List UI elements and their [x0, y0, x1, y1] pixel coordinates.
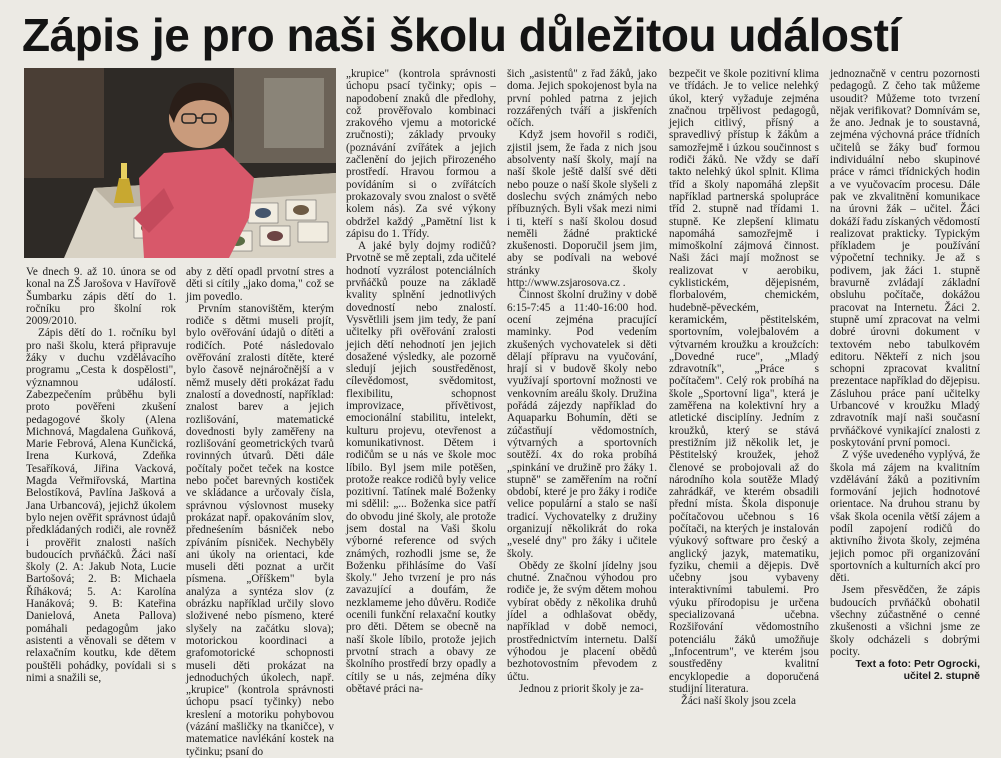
article-paragraph: Obědy ze školní jídelny jsou chutné. Značnou výhodou pro rodiče je, že svým dětem mohou vybírat obědy z několika druhů jídel a odhlašovat obědy, například v době nemoci, prostřednictvím internetu. Další výhodou je placení obědů bezhotovostním převodem z účtu.	[507, 559, 657, 683]
article-column-1	[26, 266, 176, 684]
article-column-2	[186, 266, 334, 758]
article-photo-image	[24, 68, 336, 258]
article-paragraph: Jednou z priorit školy je za-	[519, 682, 644, 695]
article-paragraph: bezpečit ve škole pozitivní klima ve třídách. Je to velice nelehký úkol, který vyžaduje zejména značnou trpělivost pedagogů, jejich citlivý, přísný a spravedlivý přístup k žákům a samozřejmě i úzkou součinnost s rodiči žáků. Ne vždy se daří takto nelehký úkol splnit. Klima tříd a školy napomáhá zlepšit například partnerská spolupráce tříd 2. stupně nad třídami 1. stupně. Ke zlepšení klimatu napomáhá samozřejmě i mimoškolní zájmová činnost. Naši žáci mají možnost se realizovat v aerobiku, cyklistickém, dějepisném, florbalovém, chemickém, hudebně-pěveckém, keramickém, pěstitelském, sportovním, volejbalovém a výtvarném kroužku a kroužcích: „Dovedné ruce", „Mladý zdravotník", „Práce s počítačem". Celý rok probíhá na škole „Sportovní liga", která je zaměřena na kolektivní hry a atletické disciplíny. Jedním z kroužků, který se stává prestižním již několik let, je Pěstitelský kroužek, jehož členové se probojovali až do národního kola soutěže Mladý zahrádkář, ve kterém obsadili přední místa. Škola disponuje počítačovou učebnou s 16 počítači, na kterých je instalován výukový software pro český a anglický jazyk, matematiku, fyziku, chemii a dějepis. Dvě učebny jsou vybaveny interaktivními tabulemi. Pro výuku přírodopisu je určena specializovaná učebna. Rozšiřování vědomostního potenciálu žáků umožňuje „Infocentrum", ve kterém jsou soustředěny kvalitní encyklopedie a doporučená studijní literatura.	[669, 68, 819, 695]
article-paragraph: Ve dnech 9. až 10. února se od konal na ZŠ Jarošova v Havířově Šumbarku zápis dětí do 1. ročníku pro školní rok 2009/2010.	[26, 266, 176, 328]
article-paragraph: Zápis dětí do 1. ročníku byl pro naši školu, která připravuje žáky v duchu vzdělávacího programu „Cesta k dospělosti", významnou událostí. Zabezpečením průběhu byli proto pověřeni zkušení pedagogové školy (Alena Michnová, Magdalena Guňková, Marie Febrová, Alena Kunčická, Irena Kurková, Zdeňka Tesaříková, Jiřina Vacková, Magda Veřmiřovská, Martina Belostíková, Pavlína Jašková a Jana Urbancová), jejichž úkolem bylo nejen ověřit správnost údajů předkládaných rodiči, ale rovněž i prověřit znalosti naších budoucích prvňáčků. Žáci naší školy (2. A: Jakub Nota, Lucie Bartošová; 2. B: Michaela Říháková; 5. A: Karolína Hanáková; 9. B: Kateřina Danielová, Aneta Pallova) pomáhali pedagogům jako asistenti a věnovali se dětem v relaxačním koutku, kde dětem pouštěli pohádky, povídali si s nimi a snažili se,	[26, 327, 176, 684]
article-paragraph: šich „asistentů" z řad žáků, jako doma. Jejich spokojenost byla na první pohled patrna z jejich rozzářených tváří a jiskřeních očích.	[507, 68, 657, 130]
article-paragraph: Když jsem hovořil s rodiči, zjistil jsem, že řada z nich jsou absolventy naší školy, mají na naší škole ještě další své děti nebo pouze o naší škole slyšeli z doslechu svých známých nebo příbuzných. Byli však mezi nimi i ti, kteří s naší školou dosud neměli žádné praktické zkušenosti. Doporučil jsem jim, aby se podívali na webové stránky školy http://www.zsjarosova.cz .	[507, 129, 657, 290]
article-column-6	[830, 68, 980, 683]
article-paragraph: Činnost školní družiny v době 6:15-7:45 a 11:40-16:00 hod. ocení zejména pracující maminky. Pod vedením zkušených vychovatelek si děti dělají přípravu na vyučování, hrají si v budově školy nebo využívají sportovní možnosti ve venkovním areálu školy. Družina pořádá zájezdy například do Aquaparku Bohumín, děti se zúčastňují vědomostních, výtvarných a sportovních soutěží. 4x do roka probíhá „spinkání ve družině pro žáky 1. stupně" se zaměřením na roční období, které je pro žáky i rodiče velice populární a stalo se naší tradicí. Vychovatelky z družiny organizují několikrát do roka „veselé dny" pro žáky i učitele školy.	[507, 289, 657, 560]
article-headline: Zápis je pro naši školu důležitou událostí	[22, 9, 901, 61]
article-paragraph: jednoznačně v centru pozornosti pedagogů. Z čeho tak můžeme usoudit? Můžeme toto tvrzení nějak verifikovat? Domnívám se, že ano. Jednak je to soustavná, zejména výchovná práce třídních učitelů se žáky buď formou individuální nebo skupinové práce v rámci třídnických hodin a ve vyučovacím procesu. Dále pak ve zkvalitnění komunikace na úrovni žák – učitel. Žáci dokáží řadu získaných vědomostí realizovat prakticky. Typickým příkladem je používání výpočetní techniky. Je až s podivem, jak žáci 1. stupně bravurně zvládají základní obsluhu počítače, dokážou pracovat na Internetu. Žáci 2. stupně umí zpracovat na velmi dobré úrovni dokument v textovém nebo tabulkovém editoru. Někteří z nich jsou schopni zpracovat kvalitní prezentace například do dějepisu. Zásluhou práce paní učitelky Urbancové v kroužku Mladý zdravotník mají naši současní prvňáčkové vynikající znalosti z poskytování první pomoci.	[830, 68, 980, 449]
article-photo	[24, 68, 336, 258]
article-paragraph: aby z dětí opadl prvotní stres a děti si cítily „jako doma," což se jim povedlo.	[186, 266, 334, 303]
article-byline: Text a foto: Petr Ogrocki, učitel 2. stupně	[855, 658, 980, 683]
article-column-5	[669, 68, 819, 708]
article-column-3	[346, 68, 496, 695]
article-paragraph: Žáci naší školy jsou zcela	[681, 695, 796, 708]
article-paragraph: Z výše uvedeného vyplývá, že škola má zájem na kvalitním vzdělávání žáků a pozitivním formování jejich hodnotové orientace. Na druhou stranu by však škola ocenila větší zájem a podíl zapojení rodičů do aktivního života školy, zejména jejich pomoc při organizování sportovních a kulturních akcí pro děti.	[830, 449, 980, 585]
article-paragraph: Jsem přesvědčen, že zápis budoucích prvňáčků obohatil všechny zúčastněné o cenné zkušenosti a všichni jsme ze školy odcházeli s dobrými pocity.	[830, 584, 980, 658]
article-paragraph: „krupice" (kontrola správnosti úchopu psací tyčinky; opis – napodobení znaků dle předlohy, což prověřovalo kombinaci zrakového vjemu a motorické zručnosti); základy prvouky (poznávání zvířátek a jejich začlenění do jejich přirozeného prostředí. Hravou formou a povídáním si o zvířátcích prokazovaly svou znalost o světě kolem nás). Za své výkony obdržel každý „Pamětní list k zápisu do 1. Třídy.	[346, 68, 496, 240]
article-paragraph: Prvním stanovištěm, kterým rodiče s dětmi museli projít, bylo ověřování údajů o dítěti a rodičích. Poté následovalo ověřování zralosti dítěte, které bylo časově nejnáročnější a v němž musely děti prokázat řadu znalostí a dovedností, například: znalost barev a jejich rozlišování, matematické dovednosti byly zaměřeny na rozlišování geometrických tvarů rovinných útvarů. Děti dále počítaly počet teček na kostce nebo počet barevných kostiček ve skládance a určovaly čísla, správnou výslovnost museky prokázat např. opakováním slov, předneśením básniček nebo zpíváním písniček. Nechyběly ani úkoly na orientaci, kde museli děti poznat a určit písmena. „Oříškem" byla analýza a syntéza slov (z obrázku například určily slovo složivené nebo písmeno, které slyšely na začátku slova); motorickou koordinaci a grafomotorické schopnosti museli děti prokázat na jednoduchých úkolech, např. „krupice" (kontrola správnosti úchopu psací tyčinky) nebo kreslení a motoriku pohybovou (vázání mašličky na tkaničce), v matematice navlékání kostek na tyčinku; psaní do	[186, 302, 334, 758]
article-column-4	[507, 68, 657, 695]
article-paragraph: A jaké byly dojmy rodičů? Prvotně se mě zeptali, zda učitelé hodnotí vyzrálost potenciálních prvňáčků pouze na základě kvality splnění jednotlivých dovedností nebo znalostí. Vysvětlili jsem jim tedy, že paní učitelky při ověřování zralosti jejich dětí nehodnotí jen jejich dosažené výsledky, ale pozorně sledují jejich soustředěnost, cílevědomost, svědomitost, flexibilitu, schopnost improvizace, přívětivost, emocionální stabilitu, intelekt, kulturu projevu, otevřenost a komunikativnost. Dětem i rodičům se u nás ve škole moc líbilo. Byl jsem mile potěšen, protože reakce rodičů byly velice pozitivní. Tatínek malé Boženky mi sdělil: „... Boženka sice patří do obvodu jiné školy, ale protože jsem dostal na Vaši školu výborné reference od svých známých, rozhodli jsme se, že Boženku přihlásíme do Vaší školy." Jeho tvrzení je pro nás zavazující a doufám, že nezklameme jeho důvěru. Rodiče ocenili funkční relaxační koutky pro děti. Dětem se obecně na naší škole líbilo, protože jejich prvotní strach a obavy ze školního prostředí brzy opadly a cítily se u nás, zejména díky obětavé práci na-	[346, 240, 496, 695]
